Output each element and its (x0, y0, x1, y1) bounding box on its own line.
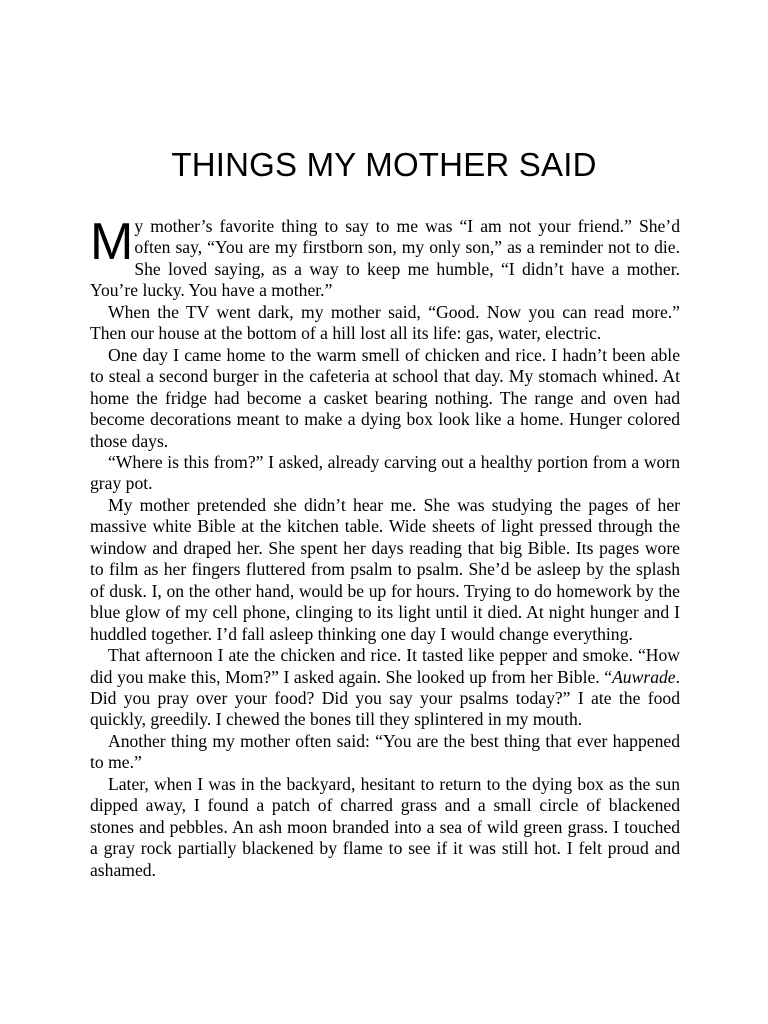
paragraph-text: Another thing my mother often said: “You are the best thing that ever happened to me.” (90, 730, 680, 773)
paragraph (90, 731, 680, 774)
drop-cap: M (90, 216, 134, 271)
paragraph-text: That afternoon I ate the chicken and rice. It tasted like pepper and smoke. “How did you make this, Mom?” I asked again. She looked up from her Bible. “ (90, 645, 680, 687)
story-body (90, 216, 680, 932)
paragraph (90, 216, 680, 302)
paragraph (90, 302, 680, 345)
paragraph (90, 452, 680, 495)
italic-text: Auwrade (612, 666, 676, 687)
paragraph-text: . Did you pray over your food? Did you say your psalms today?” I ate the food quickly, greedily. I chewed the bones till they splintered in my mouth. (90, 666, 680, 730)
paragraph (90, 645, 680, 731)
paragraph-text: “Where is this from?” I asked, already carving out a healthy portion from a worn gray pot. (90, 451, 680, 494)
paragraph (90, 345, 680, 452)
paragraph-text: One day I came home to the warm smell of chicken and rice. I hadn’t been able to steal a second burger in the cafeteria at school that day. My stomach whined. At home the fridge had become a casket bearing nothing. The range and oven had become decorations meant to make a dying box look like a home. Hunger colored those days. (90, 344, 680, 451)
page-title: THINGS MY MOTHER SAID (171, 146, 597, 183)
paragraph-text: Later, when I was in the backyard, hesitant to return to the dying box as the sun dipped away, I found a patch of charred grass and a small circle of blackened stones and pebbles. An ash moon branded into a sea of wild green grass. I touched a gray rock partially blackened by flame to see if it was still hot. I felt proud and ashamed. (90, 773, 680, 880)
paragraph-text: When the TV went dark, my mother said, “Good. Now you can read more.” Then our house at the bottom of a hill lost all its life: gas, water, electric. (90, 301, 680, 344)
paragraph (90, 495, 680, 645)
paragraph-text: y mother’s favorite thing to say to me was “I am not your friend.” She’d often say, “You are my firstborn son, my only son,” as a reminder not to die. She loved saying, as a way to keep me humble, “I didn’t have a mother. You’re lucky. You have a mother.” (90, 216, 680, 301)
paragraph-text: My mother pretended she didn’t hear me. She was studying the pages of her massive white Bible at the kitchen table. Wide sheets of light pressed through the window and draped her. She spent her days reading that big Bible. Its pages wore to film as her fingers fluttered from psalm to psalm. She’d be asleep by the splash of dusk. I, on the other hand, would be up for hours. Trying to do homework by the blue glow of my cell phone, clinging to its light until it died. At night hunger and I huddled together. I’d fall asleep thinking one day I would change everything. (90, 494, 680, 644)
paragraph (90, 774, 680, 881)
